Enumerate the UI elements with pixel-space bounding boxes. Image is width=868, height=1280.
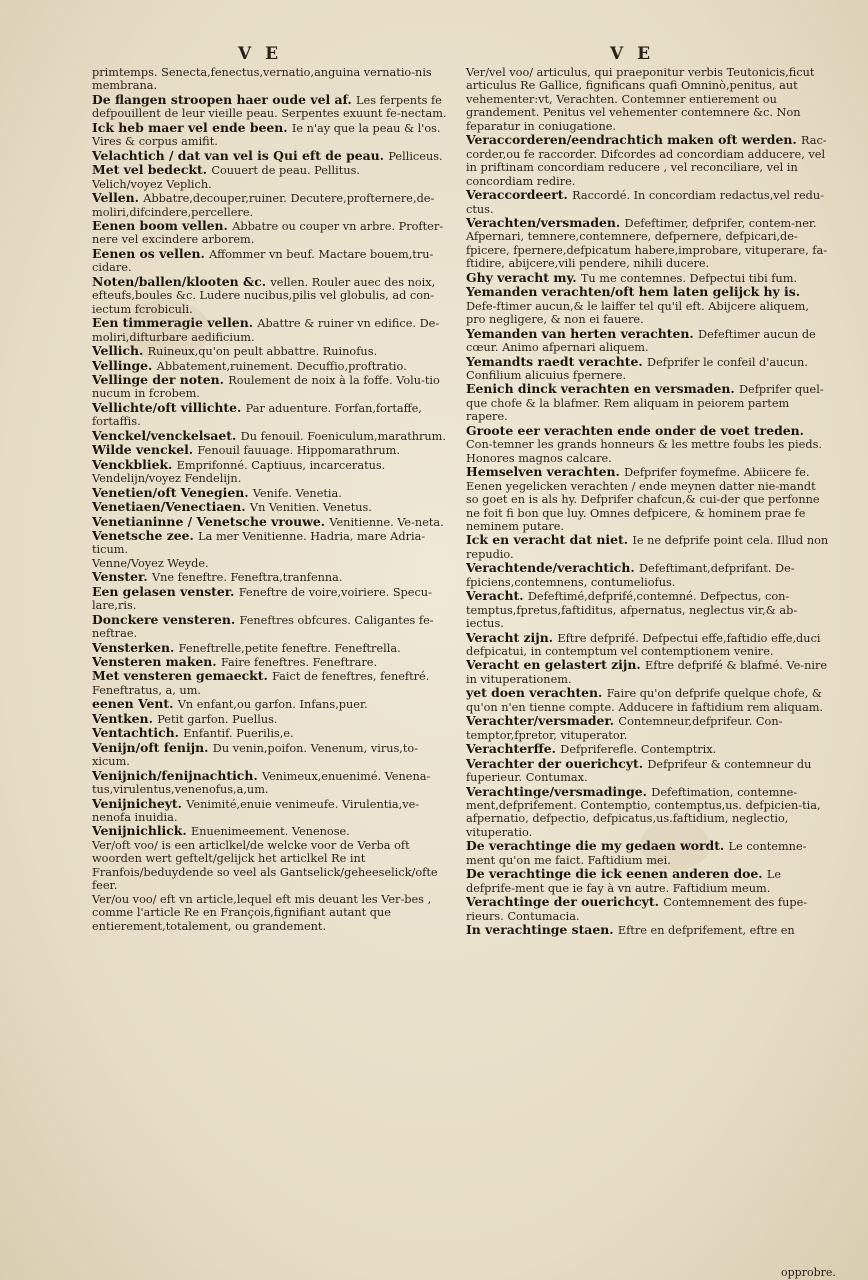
dictionary-entry: primtemps. Senecta,fenectus,vernatio,anguina vernatio-nis membrana. [92, 66, 432, 93]
entry-definition: Faire qu'on defprife quelque chofe, & qu'on n'en tienne compte. Adducere in faftidium rem aliquam. [466, 687, 823, 714]
dictionary-entry [466, 424, 830, 465]
dictionary-entry: Ver/ou voo/ eft vn article,lequel eft mis deuant les Ver-bes , comme l'article Re en François,fignifiant autant que entierement,totalement, ou grandement. [92, 892, 432, 933]
entry-definition: Abbatement,ruinement. Decuffio,proftratio. [156, 359, 407, 373]
dictionary-entry [92, 163, 454, 177]
entry-definition: Enuenimeement. Venenose. [191, 825, 350, 839]
entry-definition: Feneftrelle,petite feneftre. Feneftrella. [178, 641, 401, 655]
dictionary-entry [92, 275, 454, 316]
entry-headword: Hemselven verachten. [466, 464, 625, 480]
dictionary-entry [92, 344, 454, 358]
entry-definition: Abattre & ruiner vn edifice. De-moliri,difturbare aedificium. [92, 317, 440, 344]
entry-headword: Vensteren maken. [92, 654, 221, 670]
dictionary-entry [92, 191, 454, 219]
entry-headword: Venetien/oft Venegien. [92, 484, 253, 500]
entry-headword: yet doen verachten. [466, 685, 607, 701]
entry-definition: Affommer vn beuf. Mactare bouem,tru-cidare. [92, 247, 434, 275]
entry-definition: Venitienne. Ve-neta. [329, 515, 444, 529]
entry-definition: Defe-ftimer aucun,& le laiffer tel qu'il eft. Abijcere aliquem, pro negligere, & non ei fauere. [466, 299, 809, 327]
entry-definition: Vne feneftre. Feneftra,tranfenna. [151, 571, 343, 585]
dictionary-entry [92, 121, 454, 149]
entry-headword: Ventken. [92, 710, 158, 726]
dictionary-entry [92, 458, 454, 472]
dictionary-entry [466, 382, 830, 423]
entry-definition: Roulement de noix à la foffe. Volu-tio nucum in fcrobem. [92, 373, 440, 401]
dictionary-entry [92, 797, 454, 825]
dictionary-entry [92, 443, 454, 457]
entry-definition: Defprifer quel-que chofe & la blafmer. Rem aliquam in peiorem partem rapere. [466, 383, 824, 424]
entry-headword: Donckere vensteren. [92, 611, 240, 627]
entry-headword: Vensterken. [92, 639, 179, 655]
dictionary-entry: Ver/vel voo/ articulus, qui praeponitur verbis Teutonicis,ficut articulus Re Gallice, fignificans quafi Omninò,penitus, aut vehementer:vt, Verachten. Contemner entierement ou grandement. Penitus vel vehementer contemnere &c. Non feparatur in coniugatione. [466, 66, 815, 133]
entry-headword: Noten/ballen/klooten &c. [92, 273, 271, 289]
entry-headword: De flangen stroopen haer oude vel af. [92, 91, 357, 107]
catchword: opprobre. [781, 1266, 836, 1279]
dictionary-entry [92, 824, 454, 838]
entry-definition: Le contemne-ment qu'on me faict. Faftidium mei. [466, 840, 807, 867]
dictionary-entry [466, 923, 830, 937]
dictionary-entry [92, 655, 454, 669]
dictionary-entry [92, 373, 454, 401]
dictionary-entry [92, 500, 454, 514]
dictionary-entry [466, 188, 830, 216]
entry-headword: Verachter der ouerichcyt. [466, 755, 648, 771]
entry-headword: Verachter/versmader. [466, 713, 619, 729]
entry-definition: Du fenouil. Foeniculum,marathrum. [240, 429, 446, 443]
dictionary-entry [92, 529, 454, 557]
entry-definition: Enfantif. Puerilis,e. [183, 727, 294, 741]
entry-definition: Petit garfon. Puellus. [157, 712, 278, 726]
entry-headword: Ventachtich. [92, 725, 184, 741]
entry-definition: Venimité,enuie venimeufe. Virulentia,ve-nenofa inuidia. [92, 797, 420, 825]
entry-definition: Couuert de peau. Pellitus. [211, 164, 360, 178]
entry-headword: Venetianinne / Venetsche vrouwe. [92, 513, 330, 529]
entry-headword: Verachterffe. [466, 741, 561, 757]
entry-headword: Een timmeragie vellen. [92, 315, 258, 331]
dictionary-entry [92, 429, 454, 443]
entry-definition: Feneftre de voire,voiriere. Specu-lare,ris. [92, 585, 432, 613]
entry-headword: Wilde venckel. [92, 442, 198, 458]
entry-definition: Abbatre,decouper,ruiner. Decutere,profternere,de-moliri,difcindere,percellere. [92, 192, 435, 219]
entry-definition: Defeftimant,defprifant. De-fpiciens,contemnens, contumeliofus. [466, 562, 795, 589]
dictionary-entry [92, 219, 454, 247]
left-column [92, 66, 454, 933]
entry-headword: Venckel/venckelsaet. [92, 427, 241, 443]
entry-definition: Du venin,poifon. Venenum, virus,to-xicum. [92, 741, 419, 769]
entry-definition: Vn Venitien. Venetus. [249, 501, 372, 515]
entry-headword: Vellichte/oft villichte. [92, 399, 246, 415]
entry-definition: Eftre defprifé & blafmé. Ve-nire in vituperationem. [466, 659, 828, 686]
dictionary-entry [92, 769, 454, 797]
dictionary-entry [92, 669, 454, 697]
dictionary-entry: Venne/Voyez Weyde. [92, 556, 209, 570]
dictionary-entry [466, 757, 830, 785]
dictionary-entry [466, 839, 830, 867]
entry-headword: Vellinge der noten. [92, 371, 229, 387]
entry-headword: Verachtinge der ouerichcyt. [466, 894, 664, 910]
dictionary-entry [466, 785, 830, 840]
entry-headword: Venckbliek. [92, 456, 177, 472]
entry-headword: Ick en veracht dat niet. [466, 532, 633, 548]
entry-definition: Contemneur,defprifeur. Con-temptor,fpretor, vituperator. [466, 715, 783, 742]
entry-definition: Feneftres obfcures. Caligantes fe-neftrae. [92, 613, 434, 641]
entry-definition: Le defprife-ment que ie fay à vn autre. Faftidium meum. [466, 868, 782, 895]
dictionary-entry: Velich/voyez Veplich. [92, 177, 212, 191]
entry-definition: Par aduenture. Forfan,fortaffe, fortaffis. [92, 401, 422, 429]
dictionary-entry [466, 271, 830, 285]
entry-definition: Tu me contemnes. Defpectui tibi fum. [580, 271, 798, 285]
entry-headword: In verachtinge staen. [466, 922, 618, 938]
dictionary-entry: Vendelijn/voyez Fendelijn. [92, 472, 242, 486]
entry-definition: Contemnement des fupe-rieurs. Contumacia. [466, 896, 808, 923]
entry-definition: Faire feneftres. Feneftrare. [220, 656, 378, 670]
entry-definition: Ie ne defprife point cela. Illud non repudio. [466, 534, 829, 561]
dictionary-entry [466, 589, 830, 630]
entry-headword: Yemandts raedt verachte. [466, 353, 648, 369]
entry-definition: vellen. Rouler auec des noix, efteufs,boules &c. Ludere nucibus,pilis vel globulis, ad con-iectum fcrobiculi. [92, 275, 436, 316]
entry-headword: Een gelasen venster. [92, 583, 239, 599]
entry-definition: Eftre defprifé. Defpectui effe,faftidio effe,duci defpicatui, in contemptum vel contemptionem venire. [466, 631, 821, 659]
dictionary-entry [466, 686, 830, 714]
entry-definition: Defeftimer aucun de cœur. Animo afpernari aliquem. [466, 327, 816, 355]
entry-definition: Abbatre ou couper vn arbre. Profter-nere vel excindere arborem. [92, 219, 444, 247]
entry-definition: Fenouil fauuage. Hippomarathrum. [197, 444, 400, 458]
entry-headword: Verachten/versmaden. [466, 214, 625, 230]
dictionary-entry [466, 285, 830, 326]
entry-headword: Met vel bedeckt. [92, 162, 212, 178]
dictionary-entry [466, 561, 830, 589]
dictionary-entry [92, 486, 454, 500]
dictionary-entry [92, 515, 454, 529]
entry-headword: Met vensteren gemaeckt. [92, 668, 273, 684]
entry-definition: Faict de feneftres, feneftré. Feneftratus, a, um. [92, 670, 430, 697]
entry-definition: Defeftimer, defprifer, contem-ner. Afpernari, temnere,contemnere, defpernere, defpicari,de-fpicere, fpernere,defpicatum habere,improbare, vituperare, fa-ftidire, abijcere,vili pendere, nihili ducere. [466, 216, 828, 271]
entry-headword: Vellen. [92, 190, 144, 206]
dictionary-entry [92, 613, 454, 641]
entry-headword: Ghy veracht my. [466, 269, 581, 285]
entry-headword: Verachtinge/versmadinge. [466, 783, 652, 799]
dictionary-entry [466, 327, 830, 355]
dictionary-entry [92, 359, 454, 373]
dictionary-entry [466, 533, 830, 561]
entry-definition: La mer Venitienne. Hadria, mare Adria-ticum. [92, 529, 426, 557]
entry-headword: Veraccordeert. [466, 187, 573, 203]
dictionary-entry [92, 741, 454, 769]
entry-headword: Vellich. [92, 343, 148, 359]
dictionary-entry [92, 93, 454, 121]
dictionary-entry [466, 742, 830, 756]
entry-headword: Veracht. [466, 588, 528, 604]
entry-definition: Pelliceus. [388, 149, 443, 163]
entry-definition: Defeftimation, contemne-ment,defprifement. Contemptio, contemptus,us. defpicien-tia, afpernatio, defpectio, defpicatus,us.faftidium, neglectio, vituperatio. [466, 785, 821, 839]
entry-definition: Ie n'ay que la peau & l'os. Vires & corpus amifit. [92, 121, 441, 149]
entry-headword: Venijnichlick. [92, 823, 191, 839]
entry-definition: Vn enfant,ou garfon. Infans,puer. [177, 698, 368, 712]
entry-headword: Venetiaen/Venectiaen. [92, 499, 250, 515]
dictionary-entry [466, 631, 830, 659]
dictionary-entry [466, 658, 830, 686]
running-head-right: V E [610, 44, 655, 64]
entry-definition: Con-temner les grands honneurs & les mettre foubs les pieds. Honores magnos calcare. [466, 438, 822, 465]
entry-definition: Rac-corder,ou fe raccorder. Difcordes ad concordiam adducere, vel in priftinam concordiam reducere , vel reconciliare, vel in concordiam redire. [466, 134, 827, 188]
dictionary-entry [92, 316, 454, 344]
entry-headword: Verachtende/verachtich. [466, 560, 639, 576]
dictionary-entry [92, 247, 454, 275]
running-head-left: V E [238, 44, 283, 64]
entry-headword: Veraccorderen/eendrachtich maken oft werden. [466, 132, 801, 148]
dictionary-entry [466, 714, 830, 742]
right-column [466, 66, 830, 938]
dictionary-entry [92, 726, 454, 740]
entry-headword: Venetsche zee. [92, 527, 199, 543]
entry-definition: Venimeux,enuenimé. Venena-tus,virulentus,venenofus,a,um. [92, 769, 431, 797]
entry-headword: Eenich dinck verachten en versmaden. [466, 381, 739, 397]
dictionary-entry [92, 401, 454, 429]
dictionary-entry [466, 133, 830, 188]
dictionary-entry [466, 867, 830, 895]
dictionary-entry [466, 465, 830, 479]
dictionary-entry [92, 697, 454, 711]
entry-definition: Defpriferefle. Contemptrix. [560, 743, 717, 757]
entry-definition: Venife. Venetia. [252, 486, 342, 500]
dictionary-entry [92, 641, 454, 655]
entry-headword: Yemanden verachten/oft hem laten gelijck hy is. [466, 284, 801, 300]
dictionary-entry [466, 355, 830, 383]
dictionary-entry [92, 585, 454, 613]
entry-headword: Yemanden van herten verachten. [466, 325, 699, 341]
dictionary-entry: Ver/oft voo/ is een articlkel/de welcke voor de Verba oft woorden wert geftelt/gelijck het articlkel Re int Franfois/beduydende so veel als Gantselick/geheeselick/ofte feer. [92, 838, 438, 893]
entry-definition: Emprifonné. Captiuus, incarceratus. [176, 458, 386, 472]
entry-definition: Raccordé. In concordiam redactus,vel redu-ctus. [466, 189, 824, 216]
entry-definition: Ruineux,qu'on peult abbattre. Ruinofus. [147, 345, 378, 359]
entry-headword: Venijnicheyt. [92, 795, 187, 811]
entry-definition: Les ferpents fe defpouillent de leur vieille peau. Serpentes exuunt fe-nectam. [92, 93, 447, 121]
entry-headword: Venijn/oft fenijn. [92, 739, 213, 755]
entry-headword: Velachtich / dat van vel is Qui eft de peau. [92, 147, 389, 163]
dictionary-entry [92, 712, 454, 726]
entry-headword: Vellinge. [92, 357, 157, 373]
entry-headword: Venijnich/fenijnachtich. [92, 767, 262, 783]
entry-definition: Defprifeur & contemneur du fuperieur. Contumax. [466, 757, 812, 785]
entry-headword: De verachtinge die ick eenen anderen doe. [466, 866, 767, 882]
entry-headword: Venster. [92, 569, 152, 585]
entry-definition: Eftre en defprifement, eftre en [617, 924, 795, 938]
entry-headword: Veracht en gelastert zijn. [466, 657, 646, 673]
entry-definition: Defprifer le confeil d'aucun. Confilium alicuius fpernere. [466, 355, 808, 382]
dictionary-entry [92, 570, 454, 584]
dictionary-entry [466, 216, 830, 271]
entry-headword: Veracht zijn. [466, 629, 558, 645]
dictionary-entry [466, 895, 830, 923]
entry-headword: Ick heb maer vel ende been. [92, 119, 292, 135]
entry-definition: Defeftimé,defprifé,contemné. Defpectus, con-temptus,fpretus,faftiditus, afpernatus, neglectus vir,& ab-iectus. [466, 590, 798, 631]
entry-headword: Eenen os vellen. [92, 245, 210, 261]
entry-headword: De verachtinge die my gedaen wordt. [466, 838, 729, 854]
entry-definition: Defprifer foymefme. Abiicere fe. [624, 466, 810, 480]
entry-headword: eenen Vent. [92, 696, 178, 712]
dictionary-entry [92, 149, 454, 163]
entry-headword: Groote eer verachten ende onder de voet treden. [466, 422, 804, 438]
entry-headword: Eenen boom vellen. [92, 217, 233, 233]
dictionary-entry: Eenen yegelicken verachten / ende meynen datter nie-mandt so goet en is als hy. Defprifer chafcun,& cui-der que perfonne ne foit fi bon que luy. Omnes defpicere, & hominem prae fe neminem putare. [466, 479, 820, 533]
